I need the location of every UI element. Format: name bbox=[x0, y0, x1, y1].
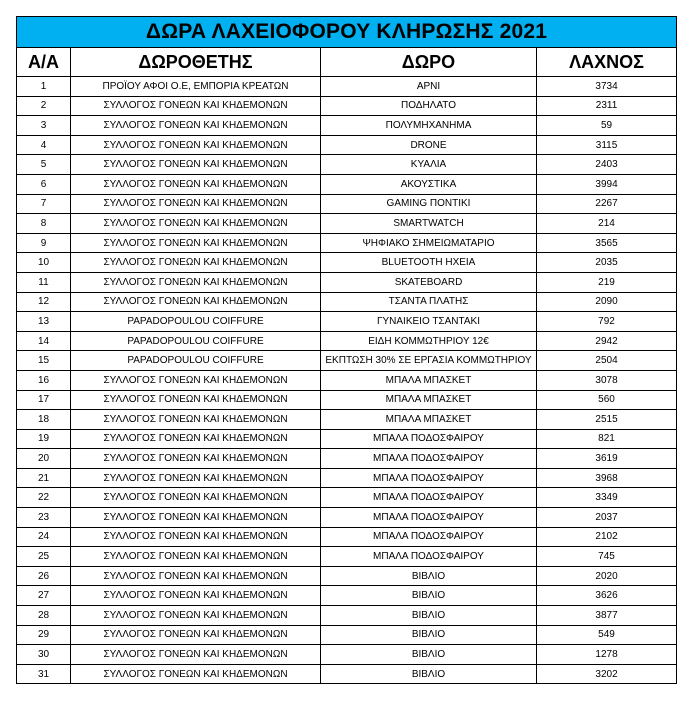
table-row bbox=[17, 96, 677, 116]
row-number: 11 bbox=[17, 272, 71, 292]
prize-cell: BLUETOOTH ΗΧΕΙΑ bbox=[321, 253, 537, 273]
prize-cell: DRONE bbox=[321, 135, 537, 155]
donor-cell: ΣΥΛΛΟΓΟΣ ΓΟΝΕΩΝ ΚΑΙ ΚΗΔΕΜΟΝΩΝ bbox=[71, 292, 321, 312]
donor-cell: ΣΥΛΛΟΓΟΣ ΓΟΝΕΩΝ ΚΑΙ ΚΗΔΕΜΟΝΩΝ bbox=[71, 116, 321, 136]
table-row bbox=[17, 194, 677, 214]
ticket-number: 3202 bbox=[537, 664, 677, 684]
row-number: 1 bbox=[17, 77, 71, 97]
table-row bbox=[17, 586, 677, 606]
sheet-title: ΔΩΡΑ ΛΑΧΕΙΟΦΟΡΟΥ ΚΛΗΡΩΣΗΣ 2021 bbox=[17, 17, 677, 48]
title-row bbox=[17, 17, 677, 48]
prize-cell: SKATEBOARD bbox=[321, 272, 537, 292]
donor-cell: ΣΥΛΛΟΓΟΣ ΓΟΝΕΩΝ ΚΑΙ ΚΗΔΕΜΟΝΩΝ bbox=[71, 390, 321, 410]
row-number: 29 bbox=[17, 625, 71, 645]
ticket-number: 549 bbox=[537, 625, 677, 645]
donor-cell: ΣΥΛΛΟΓΟΣ ΓΟΝΕΩΝ ΚΑΙ ΚΗΔΕΜΟΝΩΝ bbox=[71, 429, 321, 449]
table-row bbox=[17, 410, 677, 430]
prize-cell: ΜΠΑΛΑ ΠΟΔΟΣΦΑΙΡΟΥ bbox=[321, 429, 537, 449]
donor-cell: ΣΥΛΛΟΓΟΣ ΓΟΝΕΩΝ ΚΑΙ ΚΗΔΕΜΟΝΩΝ bbox=[71, 586, 321, 606]
prize-cell: ΜΠΑΛΑ ΠΟΔΟΣΦΑΙΡΟΥ bbox=[321, 468, 537, 488]
ticket-number: 214 bbox=[537, 214, 677, 234]
donor-cell: ΣΥΛΛΟΓΟΣ ΓΟΝΕΩΝ ΚΑΙ ΚΗΔΕΜΟΝΩΝ bbox=[71, 272, 321, 292]
donor-cell: ΣΥΛΛΟΓΟΣ ΓΟΝΕΩΝ ΚΑΙ ΚΗΔΕΜΟΝΩΝ bbox=[71, 253, 321, 273]
donor-cell: ΣΥΛΛΟΓΟΣ ΓΟΝΕΩΝ ΚΑΙ ΚΗΔΕΜΟΝΩΝ bbox=[71, 410, 321, 430]
header-prize: ΔΩΡΟ bbox=[321, 48, 537, 77]
table-row bbox=[17, 508, 677, 528]
table-row bbox=[17, 312, 677, 332]
ticket-number: 3626 bbox=[537, 586, 677, 606]
prize-cell: ΕΙΔΗ ΚΟΜΜΩΤΗΡΙΟΥ 12€ bbox=[321, 331, 537, 351]
ticket-number: 2504 bbox=[537, 351, 677, 371]
ticket-number: 745 bbox=[537, 547, 677, 567]
prize-cell: ΒΙΒΛΙΟ bbox=[321, 566, 537, 586]
row-number: 13 bbox=[17, 312, 71, 332]
ticket-number: 821 bbox=[537, 429, 677, 449]
row-number: 19 bbox=[17, 429, 71, 449]
donor-cell: ΣΥΛΛΟΓΟΣ ΓΟΝΕΩΝ ΚΑΙ ΚΗΔΕΜΟΝΩΝ bbox=[71, 664, 321, 684]
prize-cell: ΠΟΛΥΜΗΧΑΝΗΜΑ bbox=[321, 116, 537, 136]
donor-cell: ΣΥΛΛΟΓΟΣ ΓΟΝΕΩΝ ΚΑΙ ΚΗΔΕΜΟΝΩΝ bbox=[71, 449, 321, 469]
ticket-number: 59 bbox=[537, 116, 677, 136]
table-row bbox=[17, 155, 677, 175]
ticket-number: 2515 bbox=[537, 410, 677, 430]
donor-cell: ΣΥΛΛΟΓΟΣ ΓΟΝΕΩΝ ΚΑΙ ΚΗΔΕΜΟΝΩΝ bbox=[71, 155, 321, 175]
table-row bbox=[17, 351, 677, 371]
donor-cell: ΣΥΛΛΟΓΟΣ ΓΟΝΕΩΝ ΚΑΙ ΚΗΔΕΜΟΝΩΝ bbox=[71, 233, 321, 253]
ticket-number: 2403 bbox=[537, 155, 677, 175]
prize-cell: ΤΣΑΝΤΑ ΠΛΑΤΗΣ bbox=[321, 292, 537, 312]
prize-cell: SMARTWATCH bbox=[321, 214, 537, 234]
donor-cell: ΣΥΛΛΟΓΟΣ ΓΟΝΕΩΝ ΚΑΙ ΚΗΔΕΜΟΝΩΝ bbox=[71, 468, 321, 488]
row-number: 6 bbox=[17, 174, 71, 194]
row-number: 15 bbox=[17, 351, 71, 371]
donor-cell: ΣΥΛΛΟΓΟΣ ΓΟΝΕΩΝ ΚΑΙ ΚΗΔΕΜΟΝΩΝ bbox=[71, 508, 321, 528]
table-row bbox=[17, 468, 677, 488]
table-row bbox=[17, 116, 677, 136]
table-row bbox=[17, 566, 677, 586]
header-donor: ΔΩΡΟΘΕΤΗΣ bbox=[71, 48, 321, 77]
table-row bbox=[17, 253, 677, 273]
row-number: 21 bbox=[17, 468, 71, 488]
ticket-number: 219 bbox=[537, 272, 677, 292]
row-number: 8 bbox=[17, 214, 71, 234]
ticket-number: 792 bbox=[537, 312, 677, 332]
row-number: 18 bbox=[17, 410, 71, 430]
row-number: 28 bbox=[17, 606, 71, 626]
prize-cell: ΒΙΒΛΙΟ bbox=[321, 625, 537, 645]
donor-cell: ΣΥΛΛΟΓΟΣ ΓΟΝΕΩΝ ΚΑΙ ΚΗΔΕΜΟΝΩΝ bbox=[71, 645, 321, 665]
row-number: 5 bbox=[17, 155, 71, 175]
donor-cell: ΠΡΟΪΟΥ ΑΦΟΙ Ο.Ε, ΕΜΠΟΡΙΑ ΚΡΕΑΤΩΝ bbox=[71, 77, 321, 97]
ticket-number: 2037 bbox=[537, 508, 677, 528]
row-number: 9 bbox=[17, 233, 71, 253]
donor-cell: ΣΥΛΛΟΓΟΣ ΓΟΝΕΩΝ ΚΑΙ ΚΗΔΕΜΟΝΩΝ bbox=[71, 606, 321, 626]
ticket-number: 2035 bbox=[537, 253, 677, 273]
row-number: 24 bbox=[17, 527, 71, 547]
row-number: 23 bbox=[17, 508, 71, 528]
row-number: 3 bbox=[17, 116, 71, 136]
donor-cell: ΣΥΛΛΟΓΟΣ ΓΟΝΕΩΝ ΚΑΙ ΚΗΔΕΜΟΝΩΝ bbox=[71, 174, 321, 194]
table-row bbox=[17, 135, 677, 155]
ticket-number: 560 bbox=[537, 390, 677, 410]
ticket-number: 2942 bbox=[537, 331, 677, 351]
row-number: 25 bbox=[17, 547, 71, 567]
prize-cell: ΒΙΒΛΙΟ bbox=[321, 664, 537, 684]
prize-cell: ΜΠΑΛΑ ΠΟΔΟΣΦΑΙΡΟΥ bbox=[321, 449, 537, 469]
row-number: 31 bbox=[17, 664, 71, 684]
donor-cell: ΣΥΛΛΟΓΟΣ ΓΟΝΕΩΝ ΚΑΙ ΚΗΔΕΜΟΝΩΝ bbox=[71, 214, 321, 234]
ticket-number: 1278 bbox=[537, 645, 677, 665]
table-row bbox=[17, 547, 677, 567]
header-ticket: ΛΑΧΝΟΣ bbox=[537, 48, 677, 77]
prize-cell: ΒΙΒΛΙΟ bbox=[321, 586, 537, 606]
donor-cell: ΣΥΛΛΟΓΟΣ ΓΟΝΕΩΝ ΚΑΙ ΚΗΔΕΜΟΝΩΝ bbox=[71, 194, 321, 214]
ticket-number: 2020 bbox=[537, 566, 677, 586]
row-number: 12 bbox=[17, 292, 71, 312]
table-row bbox=[17, 488, 677, 508]
ticket-number: 3115 bbox=[537, 135, 677, 155]
ticket-number: 3565 bbox=[537, 233, 677, 253]
prize-cell: ΒΙΒΛΙΟ bbox=[321, 645, 537, 665]
prize-cell: ΜΠΑΛΑ ΠΟΔΟΣΦΑΙΡΟΥ bbox=[321, 547, 537, 567]
donor-cell: ΣΥΛΛΟΓΟΣ ΓΟΝΕΩΝ ΚΑΙ ΚΗΔΕΜΟΝΩΝ bbox=[71, 625, 321, 645]
donor-cell: ΣΥΛΛΟΓΟΣ ΓΟΝΕΩΝ ΚΑΙ ΚΗΔΕΜΟΝΩΝ bbox=[71, 488, 321, 508]
donor-cell: PAPADOPOULOU COIFFURE bbox=[71, 312, 321, 332]
table-row bbox=[17, 331, 677, 351]
prize-cell: ΜΠΑΛΑ ΜΠΑΣΚΕΤ bbox=[321, 370, 537, 390]
ticket-number: 3078 bbox=[537, 370, 677, 390]
table-row bbox=[17, 174, 677, 194]
ticket-number: 3968 bbox=[537, 468, 677, 488]
row-number: 22 bbox=[17, 488, 71, 508]
row-number: 20 bbox=[17, 449, 71, 469]
donor-cell: ΣΥΛΛΟΓΟΣ ΓΟΝΕΩΝ ΚΑΙ ΚΗΔΕΜΟΝΩΝ bbox=[71, 96, 321, 116]
prize-cell: ΜΠΑΛΑ ΠΟΔΟΣΦΑΙΡΟΥ bbox=[321, 488, 537, 508]
ticket-number: 3994 bbox=[537, 174, 677, 194]
prize-cell: ΜΠΑΛΑ ΠΟΔΟΣΦΑΙΡΟΥ bbox=[321, 508, 537, 528]
row-number: 26 bbox=[17, 566, 71, 586]
prize-cell: ΑΡΝΙ bbox=[321, 77, 537, 97]
lottery-prize-sheet bbox=[16, 16, 676, 684]
row-number: 30 bbox=[17, 645, 71, 665]
row-number: 17 bbox=[17, 390, 71, 410]
prize-cell: ΚΥΑΛΙΑ bbox=[321, 155, 537, 175]
ticket-number: 3877 bbox=[537, 606, 677, 626]
prize-cell: ΑΚΟΥΣΤΙΚΑ bbox=[321, 174, 537, 194]
ticket-number: 2102 bbox=[537, 527, 677, 547]
prize-cell: ΜΠΑΛΑ ΜΠΑΣΚΕΤ bbox=[321, 390, 537, 410]
row-number: 14 bbox=[17, 331, 71, 351]
donor-cell: ΣΥΛΛΟΓΟΣ ΓΟΝΕΩΝ ΚΑΙ ΚΗΔΕΜΟΝΩΝ bbox=[71, 370, 321, 390]
row-number: 2 bbox=[17, 96, 71, 116]
donor-cell: ΣΥΛΛΟΓΟΣ ΓΟΝΕΩΝ ΚΑΙ ΚΗΔΕΜΟΝΩΝ bbox=[71, 527, 321, 547]
table-row bbox=[17, 272, 677, 292]
donor-cell: ΣΥΛΛΟΓΟΣ ΓΟΝΕΩΝ ΚΑΙ ΚΗΔΕΜΟΝΩΝ bbox=[71, 135, 321, 155]
ticket-number: 2090 bbox=[537, 292, 677, 312]
table-row bbox=[17, 292, 677, 312]
prize-cell: ΕΚΠΤΩΣΗ 30% ΣΕ ΕΡΓΑΣΙΑ ΚΟΜΜΩΤΗΡΙΟΥ bbox=[321, 351, 537, 371]
table-row bbox=[17, 645, 677, 665]
table-row bbox=[17, 664, 677, 684]
prize-cell: GAMING ΠΟΝΤΙΚΙ bbox=[321, 194, 537, 214]
row-number: 16 bbox=[17, 370, 71, 390]
header-aa: Α/Α bbox=[17, 48, 71, 77]
donor-cell: ΣΥΛΛΟΓΟΣ ΓΟΝΕΩΝ ΚΑΙ ΚΗΔΕΜΟΝΩΝ bbox=[71, 547, 321, 567]
table-row bbox=[17, 390, 677, 410]
table-row bbox=[17, 429, 677, 449]
table-row bbox=[17, 370, 677, 390]
prize-cell: ΠΟΔΗΛΑΤΟ bbox=[321, 96, 537, 116]
table-body bbox=[17, 77, 677, 684]
donor-cell: PAPADOPOULOU COIFFURE bbox=[71, 331, 321, 351]
ticket-number: 2311 bbox=[537, 96, 677, 116]
donor-cell: ΣΥΛΛΟΓΟΣ ΓΟΝΕΩΝ ΚΑΙ ΚΗΔΕΜΟΝΩΝ bbox=[71, 566, 321, 586]
prize-cell: ΜΠΑΛΑ ΠΟΔΟΣΦΑΙΡΟΥ bbox=[321, 527, 537, 547]
prize-cell: ΓΥΝΑΙΚΕΙΟ ΤΣΑΝΤΑΚΙ bbox=[321, 312, 537, 332]
row-number: 4 bbox=[17, 135, 71, 155]
header-row bbox=[17, 48, 677, 77]
table-row bbox=[17, 606, 677, 626]
row-number: 27 bbox=[17, 586, 71, 606]
ticket-number: 2267 bbox=[537, 194, 677, 214]
table-row bbox=[17, 449, 677, 469]
row-number: 7 bbox=[17, 194, 71, 214]
table-row bbox=[17, 625, 677, 645]
prize-table bbox=[16, 16, 677, 684]
table-row bbox=[17, 527, 677, 547]
donor-cell: PAPADOPOULOU COIFFURE bbox=[71, 351, 321, 371]
ticket-number: 3619 bbox=[537, 449, 677, 469]
prize-cell: ΒΙΒΛΙΟ bbox=[321, 606, 537, 626]
ticket-number: 3349 bbox=[537, 488, 677, 508]
table-row bbox=[17, 214, 677, 234]
prize-cell: ΜΠΑΛΑ ΜΠΑΣΚΕΤ bbox=[321, 410, 537, 430]
table-row bbox=[17, 77, 677, 97]
row-number: 10 bbox=[17, 253, 71, 273]
prize-cell: ΨΗΦΙΑΚΟ ΣΗΜΕΙΩΜΑΤΑΡΙΟ bbox=[321, 233, 537, 253]
table-row bbox=[17, 233, 677, 253]
ticket-number: 3734 bbox=[537, 77, 677, 97]
